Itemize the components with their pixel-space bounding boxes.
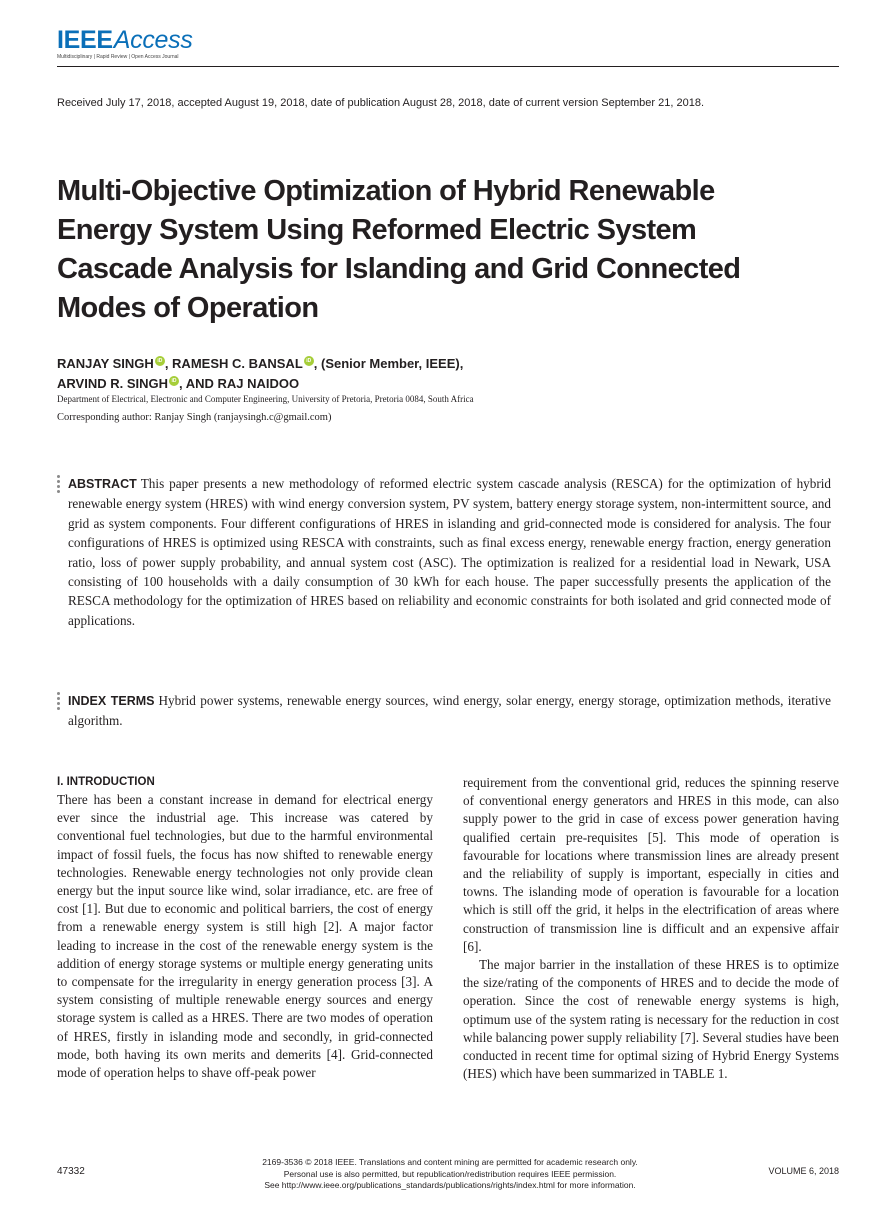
author-bansal-suffix: , (Senior Member, IEEE), — [313, 356, 464, 371]
index-terms-marker-icon — [57, 692, 61, 712]
ieee-access-logo — [57, 27, 193, 60]
author-list — [57, 354, 463, 394]
header-divider — [57, 66, 839, 67]
page-number: 47332 — [57, 1166, 85, 1177]
body-column-right — [463, 774, 839, 1083]
abstract-text: This paper presents a new methodology of reformed electric system cascade analysis (RESCA) for the optimization of hybrid renewable energy system (HRES) with wind energy conversion system, PV system, battery energy storage system, non-intermittent source, and grid as system components. Four different configurations of HRES in islanding and grid-connected mode is considered for analysis. The four configurations of HRES is optimized using RESCA with constraints, such as final excess energy, renewable energy fraction, energy generation ratio, loss of power supply probability, and annual system cost (ASC). The optimization is realized for a residential load in Newark, USA consisting of 100 households with a daily consumption of 30 kWh for each house. The paper successfully presents the application of the RESCA methodology for the optimization of HRES based on reliability and economic constraints for both isolated and grid connected mode of applications. — [68, 476, 831, 628]
section-heading-introduction: I. INTRODUCTION — [57, 776, 155, 788]
orcid-icon[interactable]: iD — [304, 356, 314, 366]
orcid-icon[interactable]: iD — [169, 376, 179, 386]
intro-paragraph-2: The major barrier in the installation of these HRES is to optimize the size/rating of the components of HRES and to decide the mode of operation. Since the cost of renewable energy systems is high, optimum use of the system rating is necessary for the reduction in cost while balancing power supply reliability [7]. Several studies have been conducted in recent time for optimal sizing of Hybrid Energy Systems (HES) which have been summarized in TABLE 1. — [463, 957, 839, 1082]
body-column-left — [57, 774, 433, 1082]
abstract-section — [68, 474, 831, 630]
intro-paragraph-1: There has been a constant increase in demand for electrical energy ever since the industrial age. This increase was catered by conventional fuel technologies, but due to the harmful environmental impact of fossil fuels, the focus has now shifted to renewable energy technologies. Renewable energy technologies not only provide clean energy but the input source like wind, solar irradiance, etc. are free of cost [1]. But due to economic and political barriers, the cost of energy from a renewable energy system is still high [2]. A major factor leading to increase in the cost of the renewable energy system is the addition of energy storage systems or multiple energy generating units to compensate for the irregularity in energy generation process [3]. A system consisting of multiple renewable energy sources and energy storage system is called as a HRES. There are two modes of operation of HRES, firstly in islanding mode and secondly, in grid-connected mode, both having its own merits and demerits [4]. Grid-connected mode of operation helps to shave off-peak power — [57, 792, 433, 1081]
logo-tagline: Multidisciplinary | Rapid Review | Open Access Journal — [57, 54, 179, 60]
copyright-line-1: 2169-3536 © 2018 IEEE. Translations and content mining are permitted for academic research only. — [262, 1157, 638, 1167]
corresponding-author: Corresponding author: Ranjay Singh (ranjaysingh.c@gmail.com) — [57, 412, 332, 423]
index-terms-label: INDEX TERMS — [68, 694, 155, 708]
abstract-label: ABSTRACT — [68, 477, 137, 491]
author-ranjay-singh: RANJAY SINGH — [57, 356, 154, 371]
abstract-marker-icon — [57, 475, 61, 495]
orcid-icon[interactable]: iD — [155, 356, 165, 366]
logo-access: Access — [113, 26, 193, 54]
copyright-line-3[interactable]: See http://www.ieee.org/publications_standards/publications/rights/index.html for more information. — [264, 1180, 636, 1190]
affiliation: Department of Electrical, Electronic and Computer Engineering, University of Pretoria, Pretoria 0084, South Africa — [57, 394, 474, 404]
intro-paragraph-1-continued: requirement from the conventional grid, reduces the spinning reserve of conventional energy generators and HRES in this mode, can also supply power to the grid in case of excess power generation having qualified certain pre-requisites [5]. This mode of operation is favourable for locations where transmission lines are already present and the reliability of supply is important, especially in cities and towns. The islanding mode of operation is favourable for a location which is still off the grid, it helps in the electrification of areas where construction of transmission line is difficult and an expensive affair [6]. — [463, 775, 839, 954]
received-dates: Received July 17, 2018, accepted August 19, 2018, date of publication August 28, 2018, date of current version September 21, 2018. — [57, 97, 705, 109]
logo-wordmark — [57, 27, 193, 53]
author-line-2 — [57, 374, 463, 394]
copyright-line-2: Personal use is also permitted, but republication/redistribution requires IEEE permission. — [283, 1168, 617, 1179]
paper-title: Multi-Objective Optimization of Hybrid Renewable Energy System Using Reformed Electric System Cascade Analysis for Islanding and Grid Connected Modes of Operation — [57, 175, 741, 324]
author-raj-naidoo: , AND RAJ NAIDOO — [179, 376, 300, 391]
copyright-notice — [200, 1157, 700, 1192]
index-terms-section — [68, 691, 831, 731]
author-line-1 — [57, 354, 463, 374]
author-ramesh-bansal: , RAMESH C. BANSAL — [164, 356, 303, 371]
author-arvind-singh: ARVIND R. SINGH — [57, 376, 168, 391]
logo-ieee: IEEE — [57, 26, 113, 54]
volume-label: VOLUME 6, 2018 — [768, 1166, 839, 1176]
index-terms-text: Hybrid power systems, renewable energy sources, wind energy, solar energy, energy storage, optimization methods, iterative algorithm. — [68, 693, 831, 729]
